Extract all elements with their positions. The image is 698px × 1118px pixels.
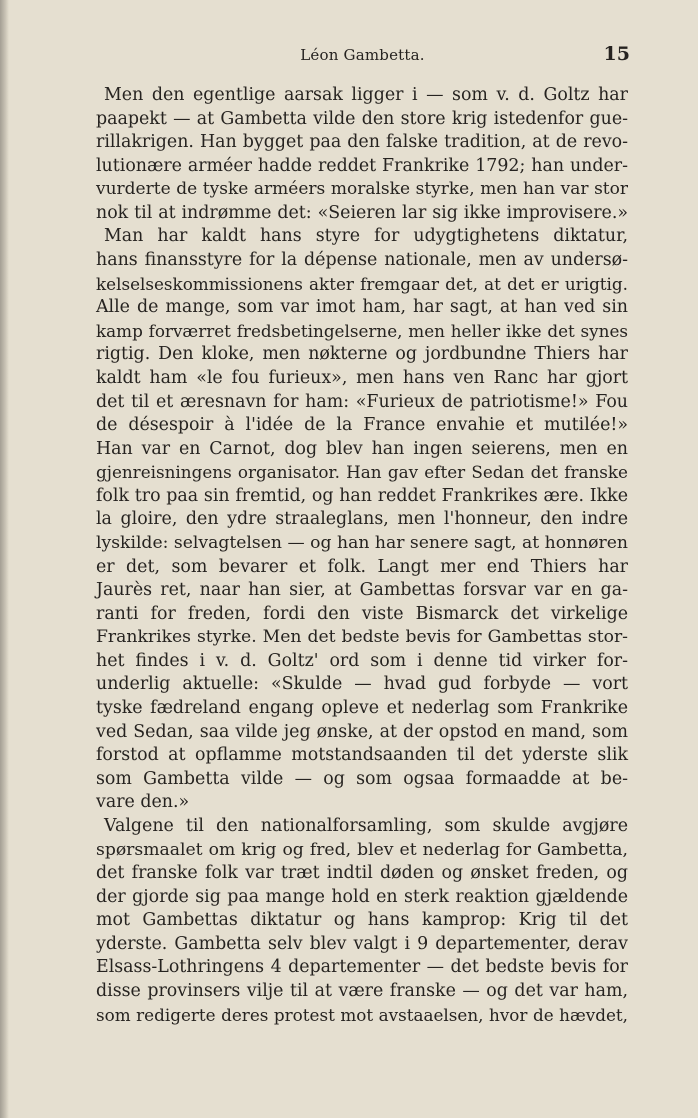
text-line: het findes i v. d. Goltz' ord som i denne tid virker for- [96,650,628,671]
text-line: paapekt — at Gambetta vilde den store krig istedenfor gue- [96,108,628,129]
text-line: nok til at indrømme det: «Seieren lar sig ikke improvisere.» [96,202,628,223]
text-line: gjenreisningens organisator. Han gav efter Sedan det franske [96,462,628,483]
text-line: ved Sedan, saa vilde jeg ønske, at der opstod en mand, som [96,721,628,742]
text-line: det franske folk var træt indtil døden og ønsket freden, og [96,863,628,884]
text-line: forstod at opflamme motstandsaanden til det yderste slik [96,745,628,766]
text-line: tyske fædreland engang opleve et nederlag som Frankrike [96,698,628,719]
text-line: ranti for freden, fordi den viste Bismarck det virkelige [96,603,628,624]
text-line: kaldt ham «le fou furieux», men hans ven Ranc har gjort [96,367,628,388]
text-line: som Gambetta vilde — og som ogsaa formaadde at be- [96,768,628,789]
text-line: underlig aktuelle: «Skulde — hvad gud forbyde — vort [96,674,628,695]
text-line: kamp forværret fredsbetingelserne, men heller ikke det synes [96,320,628,341]
text-line: Jaurès ret, naar han sier, at Gambettas forsvar var en ga- [96,580,628,601]
text-line: mot Gambettas diktatur og hans kamprop: Krig til det [96,910,628,931]
text-line: spørsmaalet om krig og fred, blev et nederlag for Gambetta, [96,839,628,860]
text-line: det til et æresnavn for ham: «Furieux de patriotisme!» Fou [96,391,628,412]
text-line: lyskilde: selvagtelsen — og han har senere sagt, at honnøren [96,532,628,553]
text-line: disse provinsers vilje til at være franske — og det var ham, [96,980,628,1001]
text-line: er det, som bevarer et folk. Langt mer end Thiers har [96,556,628,577]
page-header [95,43,630,70]
text-line: vurderte de tyske arméers moralske styrke, men han var stor [96,179,628,200]
text-line: som redigerte deres protest mot avstaaelsen, hvor de hævdet, [96,1004,628,1025]
text-line: Han var en Carnot, dog blev han ingen seierens, men en [96,438,628,459]
text-line: Elsass-Lothringens 4 departementer — det bedste bevis for [96,957,628,978]
text-line: Man har kaldt hans styre for udygtighetens diktatur, [104,226,628,247]
page-edge-shadow [0,0,9,1118]
text-line: Frankrikes styrke. Men det bedste bevis for Gambettas stor- [96,627,628,648]
text-line: de désespoir à l'idée de la France envahie et mutilée!» [96,415,628,436]
body-text [96,84,628,1027]
text-line: la gloire, den ydre straaleglans, men l'honneur, den indre [96,509,628,530]
text-line: folk tro paa sin fremtid, og han reddet Frankrikes ære. Ikke [96,485,628,506]
text-line: Alle de mange, som var imot ham, har sagt, at han ved sin [96,297,628,318]
text-line: der gjorde sig paa mange hold en sterk reaktion gjældende [96,886,628,907]
text-line: hans finansstyre for la dépense nationale, men av undersø- [96,250,628,271]
text-line: kelselseskommissionens akter fremgaar det, at det er urigtig. [96,273,628,294]
text-line: vare den.» [96,792,190,813]
running-head: Léon Gambetta. [300,46,425,64]
page-number: 15 [603,43,630,65]
text-line: lutionære arméer hadde reddet Frankrike 1792; han under- [96,155,628,176]
text-line: Men den egentlige aarsak ligger i — som v. d. Goltz har [104,85,628,105]
text-line: rillakrigen. Han bygget paa den falske tradition, at de revo- [96,132,628,153]
text-line: yderste. Gambetta selv blev valgt i 9 departementer, derav [96,933,628,954]
text-line: rigtig. Den kloke, men nøkterne og jordbundne Thiers har [96,344,628,365]
text-line: Valgene til den nationalforsamling, som skulde avgjøre [104,815,628,836]
